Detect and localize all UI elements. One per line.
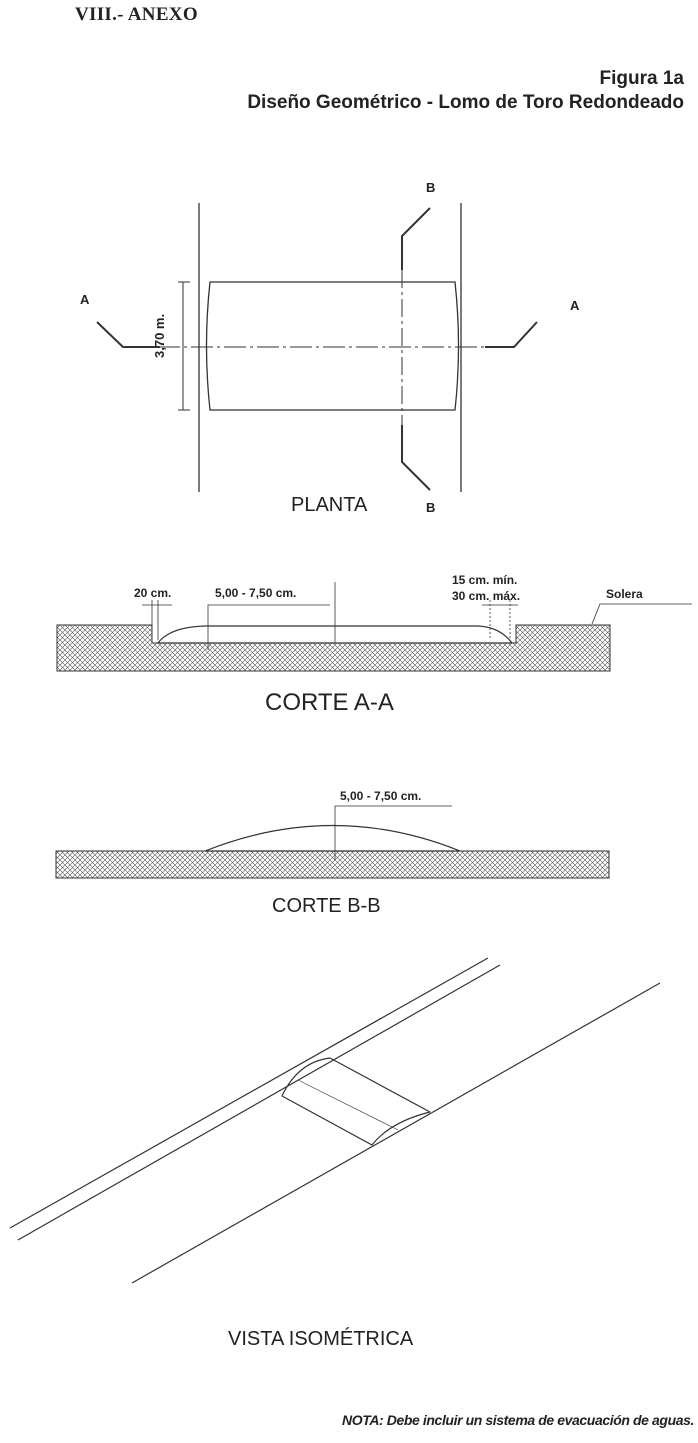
curb-label: Solera — [606, 587, 643, 601]
curb-leader — [592, 604, 692, 624]
section-heading: VIII.- ANEXO — [75, 4, 198, 25]
speed-bump-outline — [207, 282, 459, 410]
isometric-view — [10, 958, 660, 1283]
iso-bump-side — [282, 1096, 430, 1145]
section-label-b-bottom: B — [426, 500, 436, 515]
section-marker-b-bottom — [402, 425, 430, 490]
gap-dimension: 20 cm. — [134, 586, 172, 600]
road-edge-2 — [18, 965, 500, 1240]
section-bb-view — [56, 806, 609, 878]
iso-bump-top — [330, 1058, 430, 1112]
ground-hatch-bb — [56, 851, 609, 878]
section-marker-a-left — [97, 322, 160, 347]
caption-planta: PLANTA — [291, 494, 368, 516]
figure-number: Figura 1a — [599, 68, 684, 89]
caption-corte-aa: CORTE A-A — [265, 689, 394, 716]
drainage-note: NOTA: Debe incluir un sistema de evacuación de aguas. — [342, 1412, 694, 1428]
caption-vista-isometrica: VISTA ISOMÉTRICA — [228, 1328, 414, 1350]
height-dimension-aa: 5,00 - 7,50 cm. — [215, 586, 297, 600]
road-edge-3 — [132, 983, 660, 1283]
section-marker-a-right — [485, 322, 537, 347]
caption-corte-bb: CORTE B-B — [272, 895, 381, 917]
road-edge-1 — [10, 958, 488, 1228]
section-marker-b-top — [402, 208, 430, 270]
width-dimension: 3,70 m. — [152, 313, 167, 358]
iso-bump-front — [282, 1058, 330, 1096]
height-dimension-bb: 5,00 - 7,50 cm. — [340, 789, 422, 803]
bump-profile-bb — [205, 826, 460, 852]
section-label-b-top: B — [426, 180, 436, 195]
section-label-a-left: A — [80, 292, 90, 307]
ramp-min-dimension: 15 cm. mín. — [452, 573, 518, 587]
iso-bump-crown — [298, 1080, 398, 1130]
ramp-max-dimension: 30 cm. máx. — [452, 589, 521, 603]
figure-title: Diseño Geométrico - Lomo de Toro Redondeado — [247, 92, 684, 113]
section-label-a-right: A — [570, 298, 580, 313]
